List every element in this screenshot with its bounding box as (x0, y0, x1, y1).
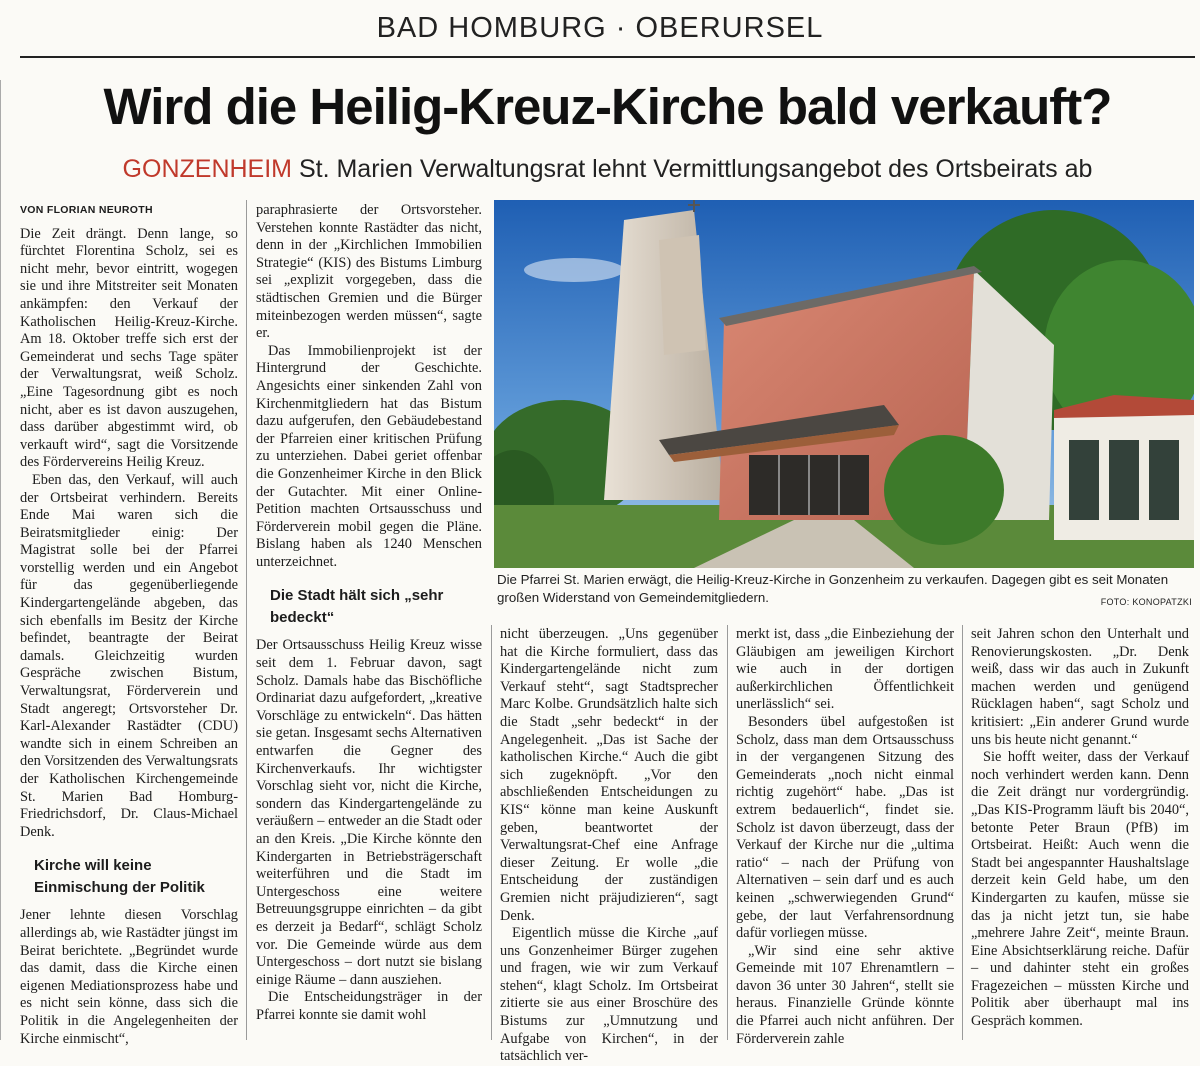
subhead-kicker: GONZENHEIM (122, 155, 292, 183)
article-column-5 (971, 626, 1189, 1031)
paragraph: Das Immobilienprojekt ist der Hintergrund der Geschichte. Angesichts einer sinkenden Zahl von Kirchenmitgliedern hat das Bistum dazu aufgerufen, den Gebäudebestand der Pfarreien einer kritischen Prüfung zu unterziehen. Dabei geriet offenbar die Gonzenheimer Kirche in den Blick der Gutachter. Mit einer Online-Petition machten Ortsausschuss und Förderverein mobil gegen die Pläne. Bislang haben als 1240 Menschen unterzeichnet. (256, 342, 482, 570)
paragraph: seit Jahren schon den Unterhalt und Renovierungskosten. „Dr. Denk weiß, dass wir das auch in Zukunft machen werden und genügend Rücklagen haben“, sagt Scholz und kritisiert: „Ein anderer Grund wurde uns bis heute nicht genannt.“ (971, 626, 1189, 748)
paragraph: Die Zeit drängt. Denn lange, so fürchtet Florentina Scholz, sei es nicht mehr, bevor eintritt, wogegen sie und ihre Mitstreiter seit Monaten ankämpfen: den Verkauf der Katholischen Heilig-Kreuz-Kirche. Am 18. Oktober treffe sich erst der Gemeinderat und sechs Tage später der Verwaltungsrat, weiß Scholz. „Eine Tagesordnung gibt es noch nicht, aber es ist davon auszugehen, dass darüber abgestimmt wird, ob verkauft wird“, sagt die Vorsitzende des Fördervereins Heilig Kreuz. (20, 225, 238, 471)
paragraph: Der Ortsausschuss Heilig Kreuz wisse seit dem 1. Februar davon, sagt Scholz. Damals habe das Bischöfliche Ordinariat dazu aufgefordert, „kreative Vorschläge zu entwickeln“. Das hätten sie getan. Insgesamt sechs Alternativen entwarfen die Gegner des Kirchenverkaufs. Ihr wichtigster Vorschlag sieht vor, nicht die Kirche, sondern das Kindergartengelände zu veräußern – entweder an die Stadt oder an den Kreis. „Die Kirche könnte den Kindergarten in Betriebsträgerschaft weiterführen und die Stadt im Untergeschoss eine weitere Betreuungsgruppe einrichten – da gibt es derzeit ja Bedarf“, schlägt Scholz vor. Die Gemeinde würde aus dem Untergeschoss – dort nutzt sie bislang einige Räume – dann ausziehen. (256, 637, 482, 988)
paragraph: Besonders übel aufgestoßen ist Scholz, dass man dem Ortsausschuss in der vergangenen Sitzung des Gemeinderats „noch nicht einmal richtig zugehört“ habe. „Das ist extrem bedauerlich“, findet sie. Scholz ist davon überzeugt, dass der Verkauf der Kirche nur die „ultima ratio“ – nach der Prüfung von Alternativen – sein darf und es auch keinen „schwerwiegenden Grund“ gebe, der laut Verfahrensordnung dafür vorliegen müsse. (736, 713, 954, 942)
photo-caption (497, 571, 1192, 611)
paragraph: Sie hofft weiter, dass der Verkauf noch verhindert werden kann. Denn die Zeit drängt nur vordergründig. „Das KIS-Programm läuft bis 2040“, betonte Peter Braun (PfB) im Ortsbeirat. Heißt: Auch wenn die Stadt bei angespannter Haushaltslage derzeit kein Geld habe, um den Kindergarten zu kaufen, müsse sie das ja nicht jetzt tun, sie habe „mehrere Jahre Zeit“, meinte Braun. Eine Absichtserklärung reiche. Dafür – und dahinter steht ein großes Fragezeichen – müssten Kirche und Politik aber überhaupt mal ins Gespräch kommen. (971, 749, 1189, 1030)
column-divider-1 (246, 200, 247, 1040)
subhead-text: St. Marien Verwaltungsrat lehnt Vermittlungsangebot des Ortsbeirats ab (298, 155, 1093, 183)
photo-credit: FOTO: KONOPATZKI (1100, 597, 1192, 607)
paragraph: Jener lehnte diesen Vorschlag allerdings ab, wie Rastädter jüngst im Beirat berichtete. „Begründet wurde das damit, dass die Kirche einen eigenen Mediationsprozess habe und es nicht sein könne, dass sich die Politik in die Angelegenheiten der Kirche einmischt“, (20, 907, 238, 1047)
paragraph: „Wir sind eine sehr aktive Gemeinde mit 107 Ehrenamtlern – davon 36 unter 30 Jahren“, stellt sie heraus. Finanzielle Gründe könnte die Pfarrei auch nicht anführen. Der Förderverein zahle (736, 942, 954, 1047)
caption-text: Die Pfarrei St. Marien erwägt, die Heilig-Kreuz-Kirche in Gonzenheim zu verkaufen. Dagegen gibt es seit Monaten großen Widerstand von Gemeindemitgliedern. (497, 572, 1169, 605)
headline: Wird die Heilig-Kreuz-Kirche bald verkauft? (103, 78, 1112, 135)
article-column-3 (500, 626, 718, 1066)
paragraph: Eben das, den Verkauf, will auch der Ortsbeirat verhindern. Bereits Ende Mai waren sich die Beiratsmitglieder einig: Der Magistrat solle bei der Pfarrei vorstellig werden und ein Angebot für das gegenüberliegende Kindergartengelände abgeben, das sich ebenfalls im Besitz der Kirche befindet, beantragte der Beirat damals. Gleichzeitig wurden Gespräche zwischen Bistum, Verwaltungsrat, Förderverein und Stadt angeregt; Ortsvorsteher Dr. Karl-Alexander Rastädter (CDU) wandte sich in einem Schreiben an den Vorsitzenden des Verwaltungsrats der Katholischen Kirchengemeinde St. Marien Bad Homburg-Friedrichsdorf, Dr. Claus-Michael Denk. (20, 471, 238, 840)
church-photo (494, 200, 1194, 568)
paragraph: paraphrasierte der Ortsvorsteher. Verstehen konnte Rastädter das nicht, denn in der „Kirchlichen Immobilien Strategie“ (KIS) des Bistums Limburg sei „explizit vorgegeben, dass die städtischen Gremien und die Bürger miteinbezogen werden müssen“, sagte er. (256, 202, 482, 342)
crosshead: Die Stadt hält sich „sehr bedeckt“ (270, 587, 444, 627)
paragraph: nicht überzeugen. „Uns gegenüber hat die Kirche formuliert, dass das Kindergartengelände nicht zum Verkauf steht“, sagt Stadtsprecher Marc Kolbe. Grundsätzlich halte sich die Stadt „sehr bedeckt“ in der Angelegenheit. „Das ist Sache der katholischen Kirche.“ Auch die gibt sich zugeknöpft. „Vor den abschließenden Entscheidungen zu KIS“ könne man keine Auskunft geben, beantwortet der Verwaltungsrat-Chef eine Anfrage dieser Zeitung. Er wolle „die Entscheidung der zuständigen Gremien nicht präjudizieren“, sagt Denk. (500, 626, 718, 924)
column-divider-4 (962, 625, 963, 1040)
section-header (0, 0, 1200, 60)
author-byline: VON FLORIAN NEUROTH (20, 204, 153, 216)
section-rule (20, 56, 1195, 58)
paragraph: merkt ist, dass „die Einbeziehung der Gläubigen am jeweiligen Kirchort wie auch in der dortigen außerkirchlichen Öffentlichkeit unerlässlich“ sei. (736, 626, 954, 713)
article-column-2 (256, 202, 482, 1025)
page-edge-line (0, 80, 7, 1040)
section-title: BAD HOMBURG · OBERURSEL (376, 12, 824, 44)
subheadline (20, 153, 1195, 185)
crosshead: Kirche will keine Einmischung der Politik (34, 857, 205, 897)
column-divider-2 (491, 625, 492, 1040)
paragraph: Die Entscheidungsträger in der Pfarrei konnte sie damit wohl (256, 989, 482, 1023)
article-column-4 (736, 626, 954, 1048)
article-column-1 (20, 202, 238, 1048)
paragraph: Eigentlich müsse die Kirche „auf uns Gonzenheimer Bürger zugehen und fragen, wie wir zum Verkauf stehen“, klagt Scholz. Im Ortsbeirat zitierte sie aus einer Broschüre des Bistums zur „Umnutzung und Aufgabe von Kirchen“, in der tatsächlich ver- (500, 925, 718, 1065)
column-divider-3 (727, 625, 728, 1040)
